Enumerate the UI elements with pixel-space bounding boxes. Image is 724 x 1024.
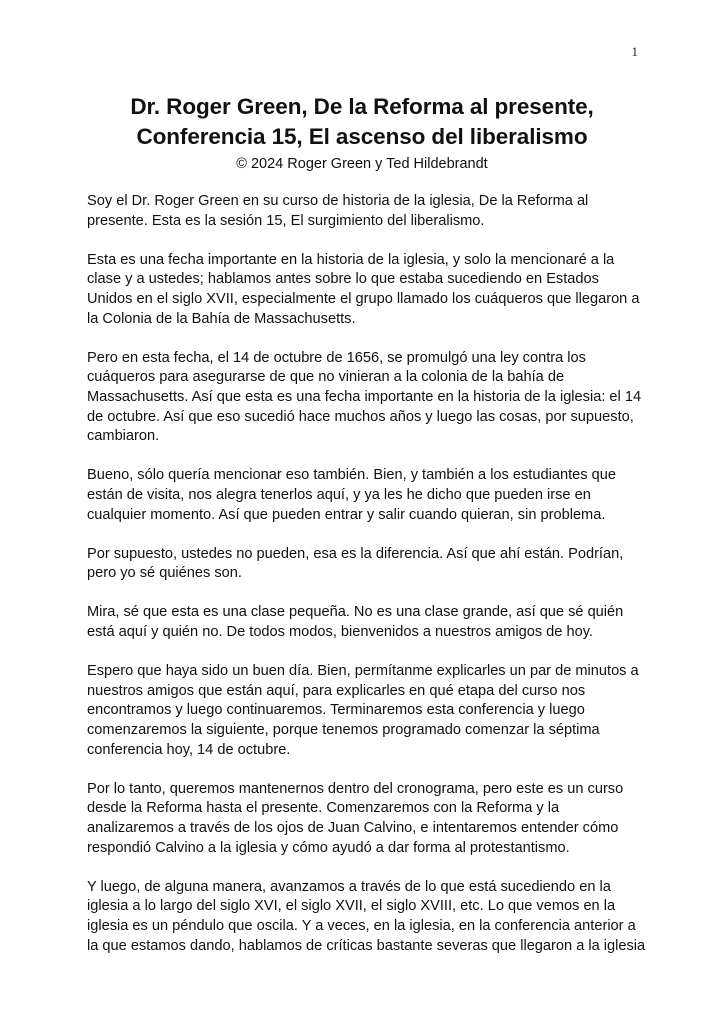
document-title-line-1: Dr. Roger Green, De la Reforma al presente, — [130, 94, 594, 119]
paragraph: Esta es una fecha importante en la historia de la iglesia, y solo la mencionaré a la clase y a ustedes; hablamos antes sobre lo que estaba sucediendo en Estados Unidos en el siglo XVII, especialmente el grupo llamado los cuáqueros que llegaron a la Colonia de la Bahía de Massachusetts. — [87, 251, 640, 327]
page-number: 1 — [631, 44, 638, 59]
paragraph: Y luego, de alguna manera, avanzamos a través de lo que está sucediendo en la iglesia a lo largo del siglo XVI, el siglo XVII, el siglo XVIII, etc. Lo que vemos en la iglesia es un péndulo que oscila. Y a veces, en la iglesia, en la conferencia anterior a la que estamos dando, hablamos de críticas bastante severas que llegaron a la iglesia — [87, 878, 646, 954]
paragraph: Soy el Dr. Roger Green en su curso de historia de la iglesia, De la Reforma al presente. Esta es la sesión 15, El surgimiento del liberalismo. — [87, 193, 589, 229]
title-block — [60, 92, 664, 174]
copyright-notice: © 2024 Roger Green y Ted Hildebrandt — [236, 156, 488, 172]
document-title-line-2: Conferencia 15, El ascenso del liberalismo — [136, 124, 588, 149]
paragraph: Espero que haya sido un buen día. Bien, permítanme explicarles un par de minutos a nuestros amigos que están aquí, para explicarles en qué etapa del curso nos encontramos y luego continuaremos. Terminaremos esta conferencia y luego comenzaremos la siguiente, porque tenemos programado comenzar la séptima conferencia hoy, 14 de octubre. — [87, 663, 639, 758]
paragraph: Por lo tanto, queremos mantenernos dentro del cronograma, pero este es un curso desde la Reforma hasta el presente. Comenzaremos con la Reforma y la analizaremos a través de los ojos de Juan Calvino, e intentaremos entender cómo respondió Calvino a la iglesia y cómo ayudó a dar forma al protestantismo. — [87, 780, 624, 856]
paragraph: Mira, sé que esta es una clase pequeña. No es una clase grande, así que sé quién está aquí y quién no. De todos modos, bienvenidos a nuestros amigos de hoy. — [87, 604, 624, 641]
paragraph: Por supuesto, ustedes no pueden, esa es la diferencia. Así que ahí están. Podrían, pero yo sé quiénes son. — [87, 545, 624, 582]
paragraph: Pero en esta fecha, el 14 de octubre de 1656, se promulgó una ley contra los cuáqueros para asegurarse de que no vinieran a la colonia de la bahía de Massachusetts. Así que esta es una fecha importante en la historia de la iglesia: el 14 de octubre. Así que eso sucedió hace muchos años y luego las cosas, por supuesto, cambiaron. — [87, 349, 642, 445]
paragraph: Bueno, sólo quería mencionar eso también. Bien, y también a los estudiantes que están de visita, nos alegra tenerlos aquí, y ya les he dicho que pueden irse en cualquier momento. Así que pueden entrar y salir cuando quieran, sin problema. — [87, 467, 616, 523]
document-body — [87, 192, 647, 976]
